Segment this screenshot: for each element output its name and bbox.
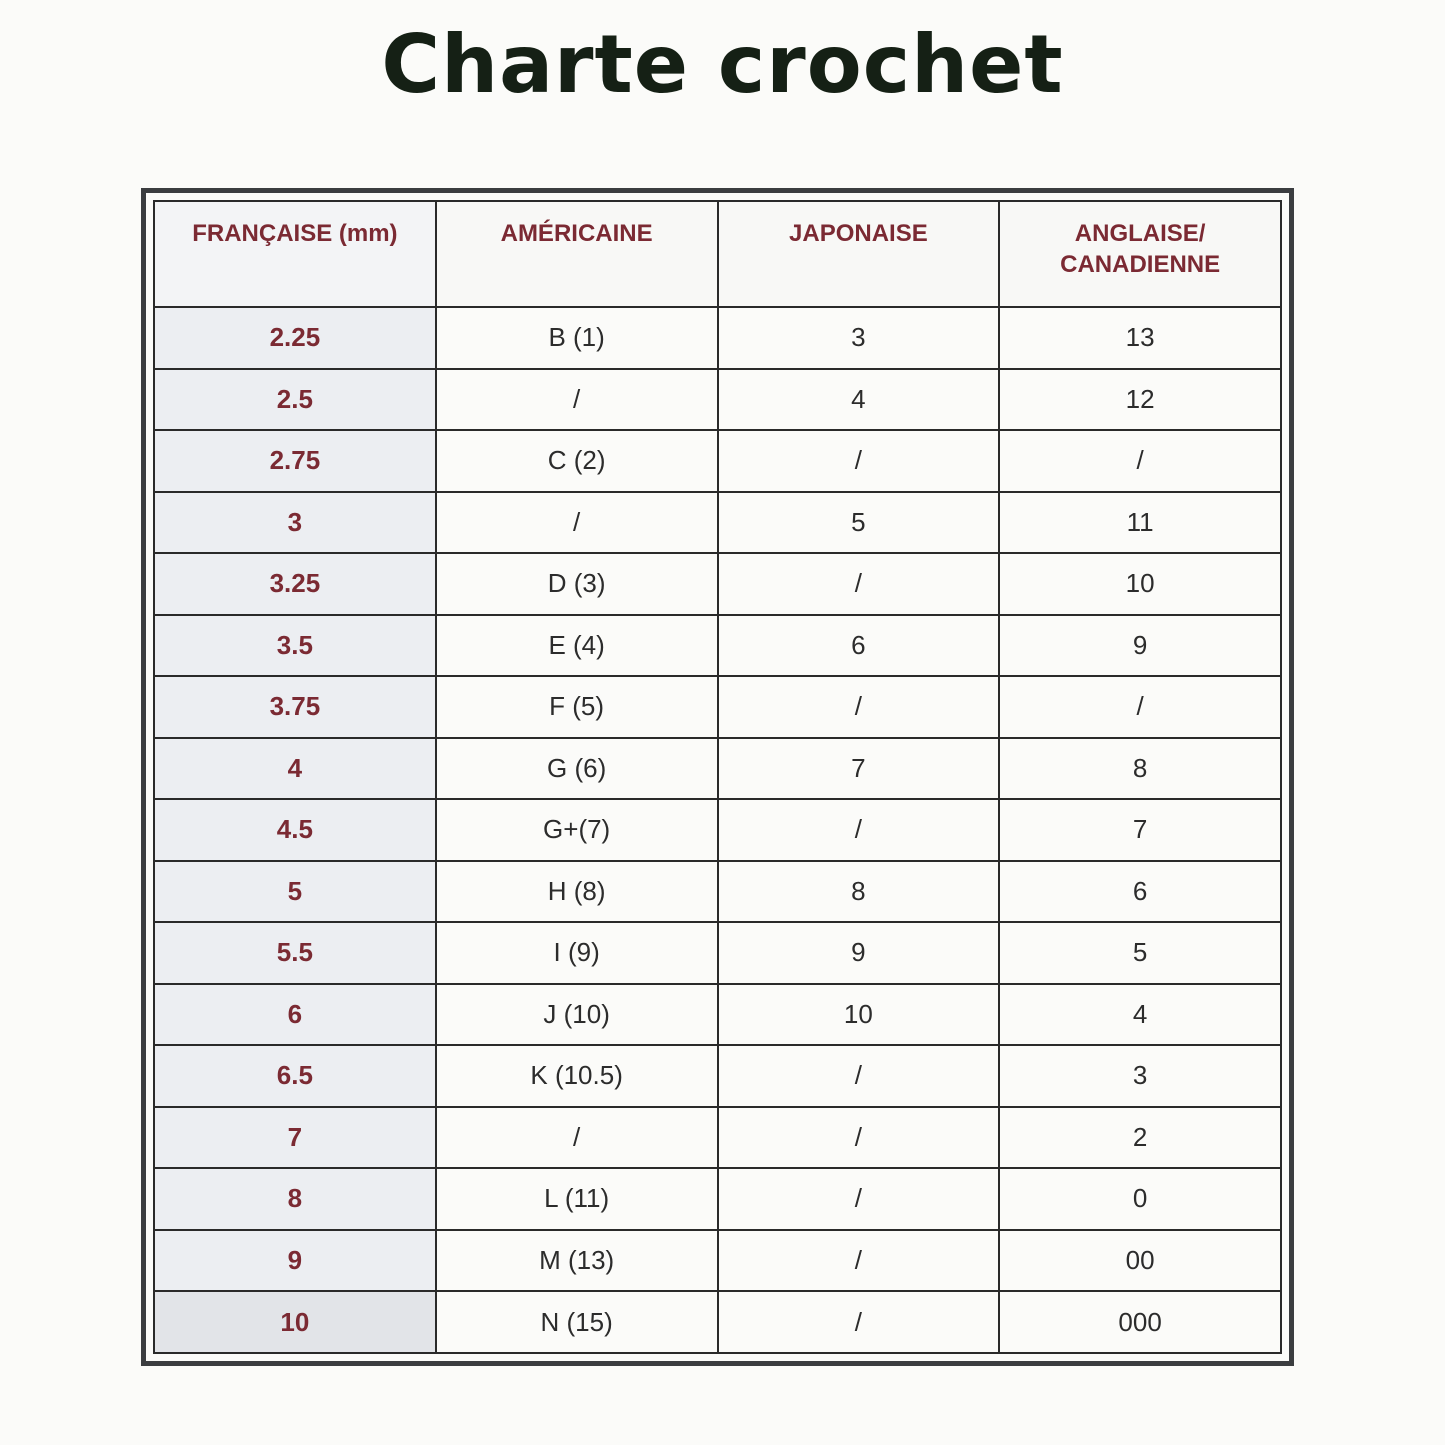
- cell-francaise: 3.25: [154, 553, 436, 615]
- cell-anglaise: 4: [999, 984, 1281, 1046]
- column-header-francaise: FRANÇAISE (mm): [154, 201, 436, 307]
- header-anglaise-line1: ANGLAISE/: [1074, 220, 1206, 247]
- cell-japonaise: /: [718, 799, 1000, 861]
- cell-francaise: 3.75: [154, 676, 436, 738]
- table-row: [154, 369, 1281, 431]
- cell-anglaise: 11: [999, 492, 1281, 554]
- cell-francaise: 4: [154, 738, 436, 800]
- cell-japonaise: 9: [718, 922, 1000, 984]
- table-row: [154, 307, 1281, 369]
- cell-americaine: E (4): [436, 615, 718, 677]
- cell-americaine: H (8): [436, 861, 718, 923]
- table-row: [154, 984, 1281, 1046]
- cell-francaise: 4.5: [154, 799, 436, 861]
- cell-americaine: C (2): [436, 430, 718, 492]
- cell-anglaise: 2: [999, 1107, 1281, 1169]
- cell-francaise: 2.5: [154, 369, 436, 431]
- cell-japonaise: 3: [718, 307, 1000, 369]
- cell-americaine: L (11): [436, 1168, 718, 1230]
- cell-americaine: G (6): [436, 738, 718, 800]
- cell-anglaise: /: [999, 676, 1281, 738]
- cell-anglaise: 10: [999, 553, 1281, 615]
- cell-francaise: 5: [154, 861, 436, 923]
- cell-japonaise: 10: [718, 984, 1000, 1046]
- cell-americaine: I (9): [436, 922, 718, 984]
- cell-japonaise: /: [718, 1107, 1000, 1169]
- cell-americaine: G+(7): [436, 799, 718, 861]
- cell-japonaise: /: [718, 676, 1000, 738]
- table-row: [154, 615, 1281, 677]
- table-row: [154, 492, 1281, 554]
- cell-francaise: 3: [154, 492, 436, 554]
- cell-americaine: F (5): [436, 676, 718, 738]
- cell-japonaise: /: [718, 1045, 1000, 1107]
- cell-francaise: 10: [154, 1291, 436, 1353]
- cell-americaine: K (10.5): [436, 1045, 718, 1107]
- table-row: [154, 676, 1281, 738]
- cell-francaise: 6.5: [154, 1045, 436, 1107]
- cell-japonaise: /: [718, 430, 1000, 492]
- crochet-size-table: [153, 200, 1282, 1354]
- cell-anglaise: 7: [999, 799, 1281, 861]
- cell-japonaise: 8: [718, 861, 1000, 923]
- cell-americaine: /: [436, 1107, 718, 1169]
- cell-anglaise: 000: [999, 1291, 1281, 1353]
- cell-anglaise: 12: [999, 369, 1281, 431]
- page-title: Charte crochet: [381, 18, 1064, 111]
- cell-francaise: 7: [154, 1107, 436, 1169]
- table-row: [154, 430, 1281, 492]
- cell-anglaise: 0: [999, 1168, 1281, 1230]
- table-row: [154, 922, 1281, 984]
- cell-americaine: M (13): [436, 1230, 718, 1292]
- table-row: [154, 738, 1281, 800]
- table-row: [154, 1230, 1281, 1292]
- cell-anglaise: 3: [999, 1045, 1281, 1107]
- cell-japonaise: /: [718, 553, 1000, 615]
- table-row: [154, 1291, 1281, 1353]
- cell-anglaise: 13: [999, 307, 1281, 369]
- header-anglaise-line2: CANADIENNE: [1060, 251, 1221, 278]
- cell-americaine: B (1): [436, 307, 718, 369]
- cell-anglaise: 6: [999, 861, 1281, 923]
- cell-francaise: 2.25: [154, 307, 436, 369]
- cell-anglaise: /: [999, 430, 1281, 492]
- column-header-japonaise: JAPONAISE: [718, 201, 1000, 307]
- cell-francaise: 8: [154, 1168, 436, 1230]
- table-body: [154, 307, 1281, 1353]
- table-row: [154, 799, 1281, 861]
- cell-anglaise: 8: [999, 738, 1281, 800]
- cell-japonaise: 6: [718, 615, 1000, 677]
- cell-japonaise: /: [718, 1168, 1000, 1230]
- cell-japonaise: /: [718, 1291, 1000, 1353]
- cell-japonaise: 7: [718, 738, 1000, 800]
- cell-francaise: 5.5: [154, 922, 436, 984]
- cell-americaine: /: [436, 492, 718, 554]
- cell-americaine: /: [436, 369, 718, 431]
- cell-japonaise: 4: [718, 369, 1000, 431]
- cell-francaise: 3.5: [154, 615, 436, 677]
- cell-japonaise: /: [718, 1230, 1000, 1292]
- crochet-size-chart: [141, 188, 1294, 1366]
- cell-japonaise: 5: [718, 492, 1000, 554]
- cell-anglaise: 5: [999, 922, 1281, 984]
- cell-americaine: N (15): [436, 1291, 718, 1353]
- cell-anglaise: 9: [999, 615, 1281, 677]
- column-header-americaine: AMÉRICAINE: [436, 201, 718, 307]
- cell-anglaise: 00: [999, 1230, 1281, 1292]
- table-row: [154, 1168, 1281, 1230]
- header-row: [154, 201, 1281, 307]
- cell-americaine: D (3): [436, 553, 718, 615]
- table-row: [154, 1107, 1281, 1169]
- table-row: [154, 553, 1281, 615]
- cell-francaise: 6: [154, 984, 436, 1046]
- cell-francaise: 9: [154, 1230, 436, 1292]
- table-row: [154, 861, 1281, 923]
- column-header-anglaise-canadienne: [999, 201, 1281, 307]
- cell-francaise: 2.75: [154, 430, 436, 492]
- cell-americaine: J (10): [436, 984, 718, 1046]
- table-row: [154, 1045, 1281, 1107]
